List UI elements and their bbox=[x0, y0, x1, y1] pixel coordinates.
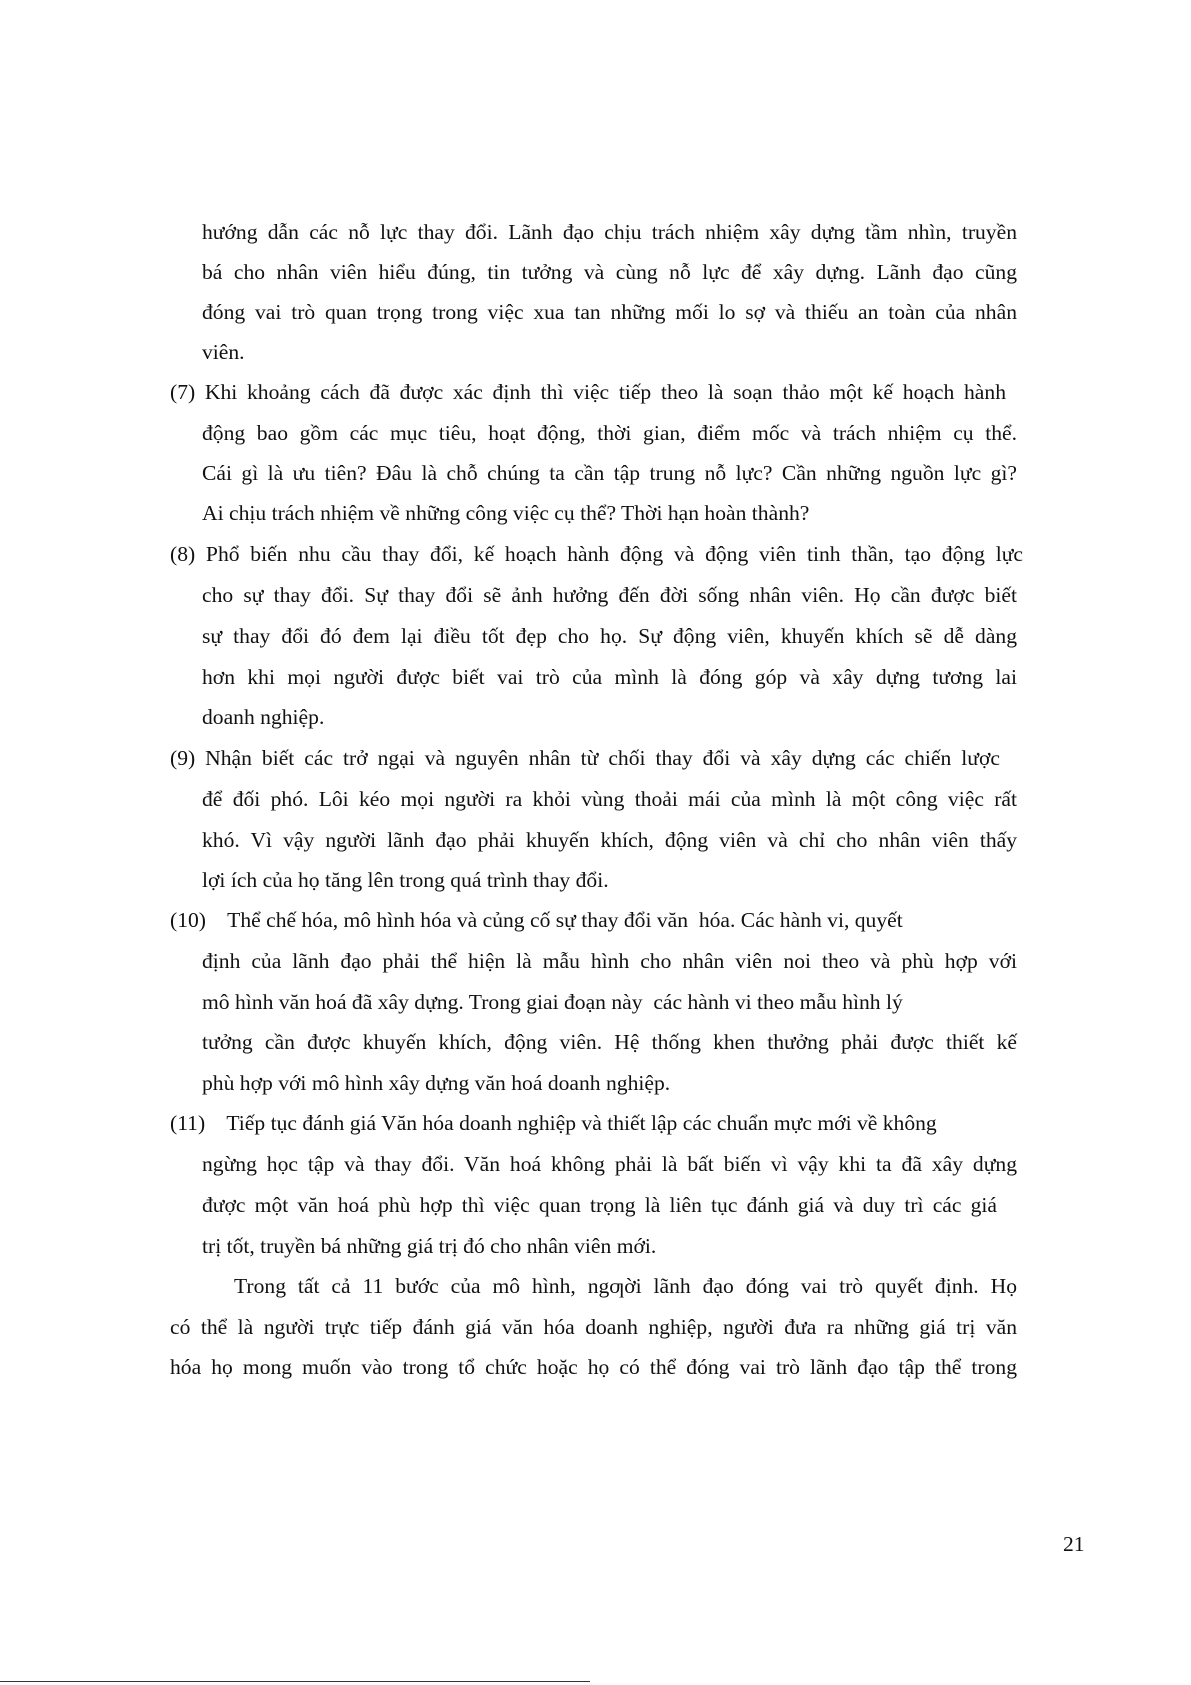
paragraph-line: hóa họ mong muốn vào trong tổ chức hoặc họ có thể đóng vai trò lãnh đạo tập thể trong bbox=[170, 1355, 1017, 1379]
text-line: hướng dẫn các nỗ lực thay đổi. Lãnh đạo chịu trách nhiệm xây dựng tầm nhìn, truyền bbox=[202, 220, 1017, 244]
text-line: hơn khi mọi người được biết vai trò của mình là đóng góp và xây dựng tương lai bbox=[202, 665, 1017, 689]
paragraph-line: Trong tất cả 11 bước của mô hình, ngƣời lãnh đạo đóng vai trò quyết định. Họ bbox=[234, 1274, 1017, 1298]
list-item-8-line: (8) Phổ biến nhu cầu thay đổi, kế hoạch hành động và động viên tinh thần, tạo động lực bbox=[170, 542, 1023, 566]
list-item-11-line: (11) Tiếp tục đánh giá Văn hóa doanh nghiệp và thiết lập các chuẩn mực mới về không bbox=[170, 1111, 937, 1135]
text-line: Cái gì là ưu tiên? Đâu là chỗ chúng ta cần tập trung nỗ lực? Cần những nguồn lực gì? bbox=[202, 461, 1017, 485]
text-line: doanh nghiệp. bbox=[202, 705, 325, 729]
text-line: khó. Vì vậy người lãnh đạo phải khuyến khích, động viên và chỉ cho nhân viên thấy bbox=[202, 828, 1017, 852]
text-line: viên. bbox=[202, 340, 245, 364]
text-line: ngừng học tập và thay đổi. Văn hoá không phải là bất biến vì vậy khi ta đã xây dựng bbox=[202, 1152, 1017, 1176]
text-line: trị tốt, truyền bá những giá trị đó cho nhân viên mới. bbox=[202, 1234, 657, 1258]
text-line: sự thay đổi đó đem lại điều tốt đẹp cho họ. Sự động viên, khuyến khích sẽ dễ dàng bbox=[202, 624, 1017, 648]
text-line: Ai chịu trách nhiệm về những công việc cụ thể? Thời hạn hoàn thành? bbox=[202, 501, 810, 525]
text-line: được một văn hoá phù hợp thì việc quan trọng là liên tục đánh giá và duy trì các giá bbox=[202, 1193, 997, 1217]
text-line: lợi ích của họ tăng lên trong quá trình thay đổi. bbox=[202, 868, 609, 892]
footer-rule bbox=[0, 1681, 590, 1682]
list-item-10-line: (10) Thể chế hóa, mô hình hóa và củng cố sự thay đổi văn hóa. Các hành vi, quyết bbox=[170, 908, 903, 932]
text-line: bá cho nhân viên hiểu đúng, tin tưởng và cùng nỗ lực để xây dựng. Lãnh đạo cũng bbox=[202, 260, 1017, 284]
text-line: để đối phó. Lôi kéo mọi người ra khỏi vùng thoải mái của mình là một công việc rất bbox=[202, 787, 1017, 811]
text-line: phù hợp với mô hình xây dựng văn hoá doanh nghiệp. bbox=[202, 1071, 671, 1095]
text-line: định của lãnh đạo phải thể hiện là mẫu hình cho nhân viên noi theo và phù hợp với bbox=[202, 949, 1017, 973]
text-line: động bao gồm các mục tiêu, hoạt động, thời gian, điểm mốc và trách nhiệm cụ thể. bbox=[202, 421, 1017, 445]
paragraph-line: có thể là người trực tiếp đánh giá văn hóa doanh nghiệp, người đưa ra những giá trị văn bbox=[170, 1315, 1017, 1339]
page-number: 21 bbox=[1063, 1532, 1085, 1556]
list-item-9-line: (9) Nhận biết các trở ngại và nguyên nhân từ chối thay đổi và xây dựng các chiến lược bbox=[170, 746, 1000, 770]
list-item-7-line: (7) Khi khoảng cách đã được xác định thì việc tiếp theo là soạn thảo một kế hoạch hành bbox=[170, 380, 1006, 404]
text-line: tưởng cần được khuyến khích, động viên. Hệ thống khen thưởng phải được thiết kế bbox=[202, 1030, 1017, 1054]
text-line: mô hình văn hoá đã xây dựng. Trong giai đoạn này các hành vi theo mẫu hình lý bbox=[202, 990, 903, 1014]
text-line: đóng vai trò quan trọng trong việc xua tan những mối lo sợ và thiếu an toàn của nhân bbox=[202, 300, 1017, 324]
text-line: cho sự thay đổi. Sự thay đổi sẽ ảnh hưởng đến đời sống nhân viên. Họ cần được biết bbox=[202, 583, 1017, 607]
